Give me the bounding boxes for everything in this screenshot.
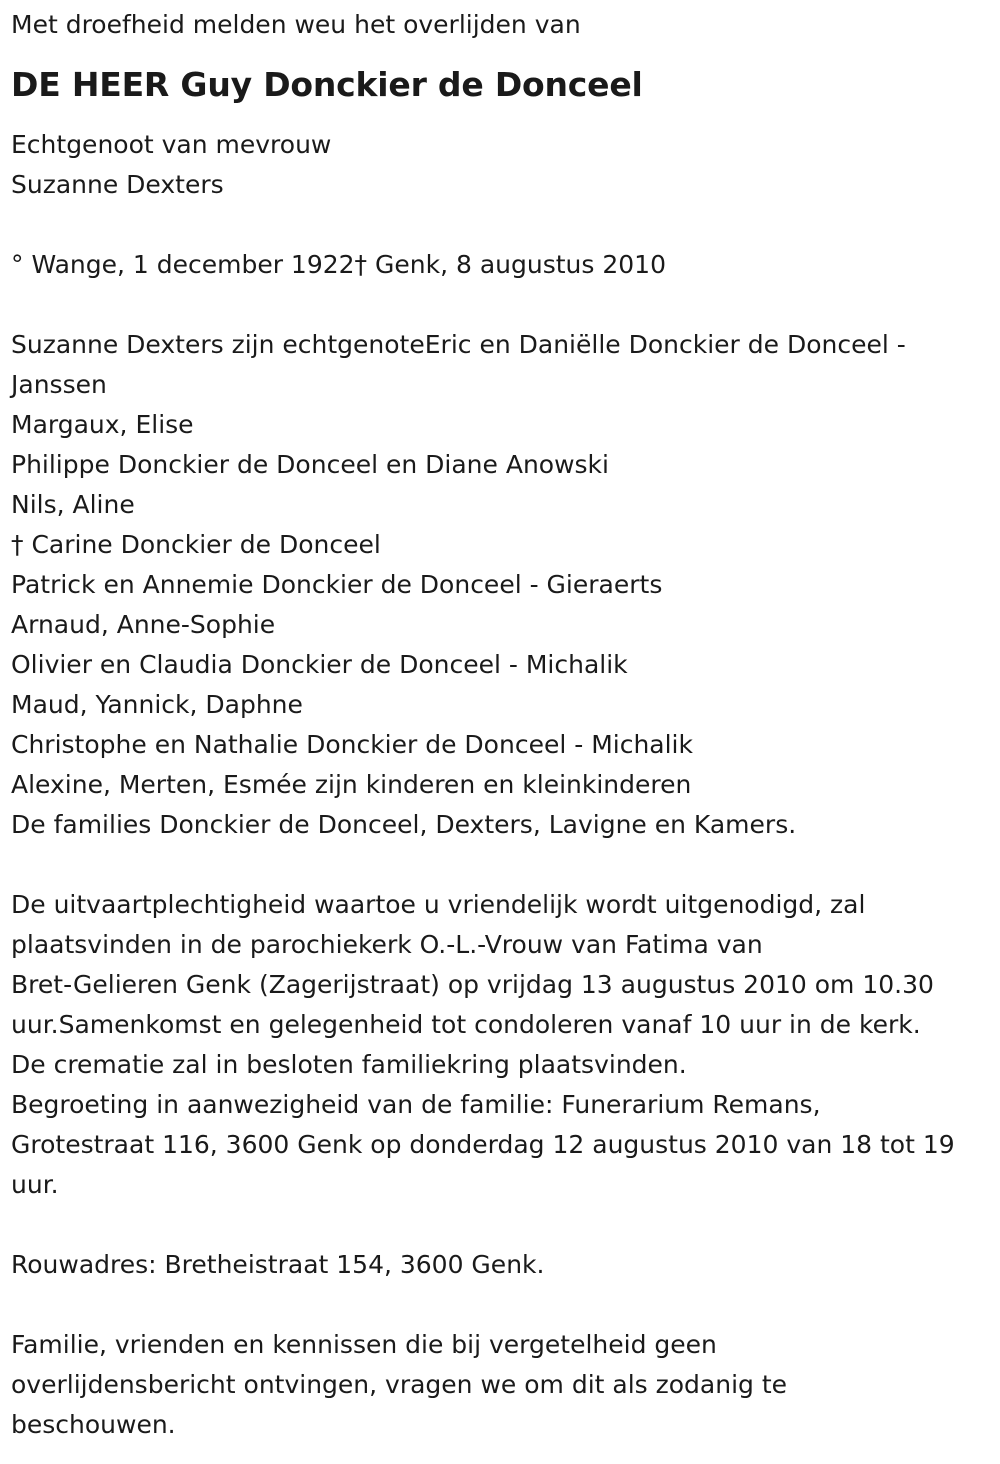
ceremony-line: plaatsvinden in de parochiekerk O.-L.-Vrouw van Fatima van [11, 930, 763, 959]
spacer [11, 845, 990, 885]
family-line: Maud, Yannick, Daphne [11, 690, 303, 719]
ceremony-line: De uitvaartplechtigheid waartoe u vriendelijk wordt uitgenodigd, zal [11, 890, 866, 919]
deceased-name: DE HEER Guy Donckier de Donceel [11, 65, 643, 104]
ceremony-line: Bret-Gelieren Genk (Zagerijstraat) op vrijdag 13 augustus 2010 om 10.30 [11, 970, 934, 999]
family-line: Alexine, Merten, Esmée zijn kinderen en kleinkinderen [11, 770, 692, 799]
family-line: † Carine Donckier de Donceel [11, 530, 381, 559]
mourning-address: Rouwadres: Bretheistraat 154, 3600 Genk. [11, 1250, 545, 1279]
intro-text: Met droefheid melden weu het overlijden van [11, 10, 581, 39]
family-line: Nils, Aline [11, 490, 135, 519]
family-line: De families Donckier de Donceel, Dexters, Lavigne en Kamers. [11, 810, 797, 839]
ceremony-line: uur.Samenkomst en gelegenheid tot condoleren vanaf 10 uur in de kerk. [11, 1010, 921, 1039]
ceremony-line: uur. [11, 1170, 59, 1199]
family-line: Patrick en Annemie Donckier de Donceel - Gieraerts [11, 570, 663, 599]
spacer [11, 285, 990, 325]
ceremony-details [11, 885, 990, 1205]
birth-death-dates: ° Wange, 1 december 1922† Genk, 8 augustus 2010 [11, 250, 666, 279]
closing-line: Familie, vrienden en kennissen die bij vergetelheid geen [11, 1330, 717, 1359]
ceremony-line: De crematie zal in besloten familiekring plaatsvinden. [11, 1050, 687, 1079]
closing-line: beschouwen. [11, 1410, 176, 1439]
family-line: Margaux, Elise [11, 410, 194, 439]
spacer [11, 205, 990, 245]
family-list [11, 325, 990, 845]
family-line: Janssen [11, 370, 107, 399]
closing-line: overlijdensbericht ontvingen, vragen we om dit als zodanig te [11, 1370, 788, 1399]
family-line: Philippe Donckier de Donceel en Diane Anowski [11, 450, 609, 479]
closing-note [11, 1325, 990, 1445]
spouse-line-1: Echtgenoot van mevrouw [11, 130, 332, 159]
spacer [11, 1285, 990, 1325]
spouse-line-2: Suzanne Dexters [11, 170, 224, 199]
ceremony-line: Begroeting in aanwezigheid van de familie: Funerarium Remans, [11, 1090, 821, 1119]
ceremony-line: Grotestraat 116, 3600 Genk op donderdag 12 augustus 2010 van 18 tot 19 [11, 1130, 955, 1159]
spacer [11, 1205, 990, 1245]
family-line: Arnaud, Anne-Sophie [11, 610, 276, 639]
family-line: Christophe en Nathalie Donckier de Donceel - Michalik [11, 730, 693, 759]
family-line: Olivier en Claudia Donckier de Donceel - Michalik [11, 650, 628, 679]
family-line: Suzanne Dexters zijn echtgenoteEric en Daniëlle Donckier de Donceel - [11, 330, 906, 359]
